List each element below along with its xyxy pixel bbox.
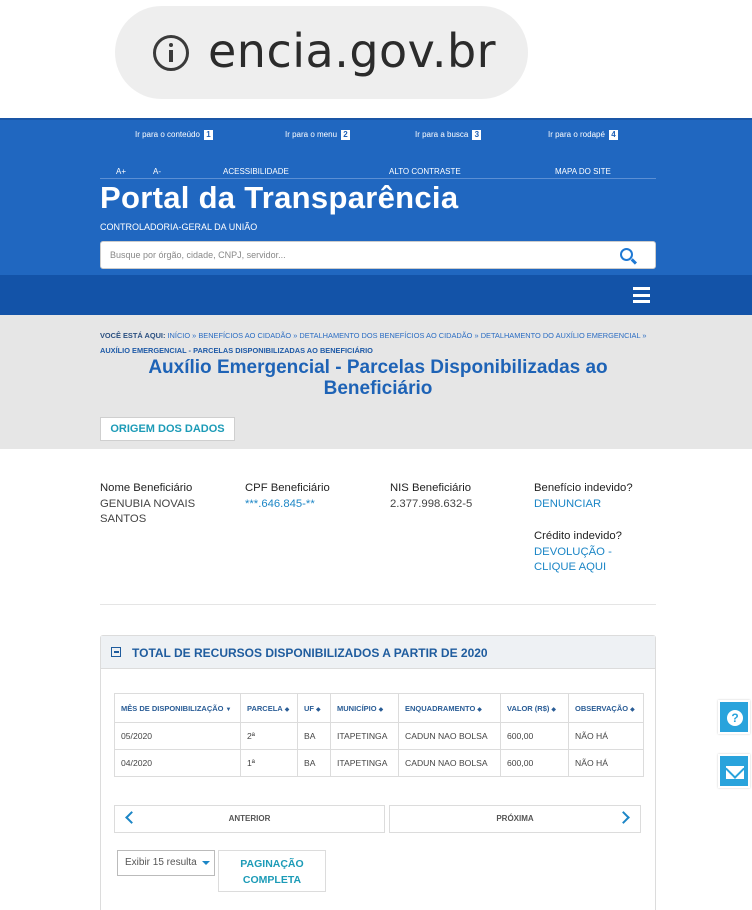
col-enquadramento[interactable]: ENQUADRAMENTO ◆ (399, 694, 501, 723)
cell-municipio: ITAPETINGA (331, 750, 399, 777)
next-page-button[interactable] (389, 805, 641, 833)
col-parcela[interactable]: PARCELA ◆ (241, 694, 298, 723)
report-section (534, 481, 654, 576)
col-uf[interactable]: UF ◆ (298, 694, 331, 723)
site-header (0, 118, 752, 275)
denunciar-link[interactable]: DENUNCIAR (534, 497, 602, 510)
parcelas-table (114, 693, 644, 777)
help-button[interactable] (718, 700, 750, 734)
font-decrease-button[interactable]: A- (153, 167, 161, 176)
skip-link-search[interactable]: Ir para a busca 3 (415, 130, 481, 140)
table-row (115, 750, 644, 777)
breadcrumb-item-detalhamento-auxilio[interactable]: DETALHAMENTO DO AUXÍLIO EMERGENCIAL (480, 331, 641, 340)
cell-parcela: 2ª (241, 723, 298, 750)
panel-title: TOTAL DE RECURSOS DISPONIBILIZADOS A PARTIR DE 2020 (132, 646, 488, 660)
site-info-icon[interactable] (153, 35, 189, 71)
cell-mes: 05/2020 (115, 723, 241, 750)
breadcrumb-separator: » (474, 331, 479, 340)
hamburger-menu-icon[interactable] (633, 287, 650, 303)
accessibility-link[interactable]: ACESSIBILIDADE (223, 167, 289, 176)
name-value: GENUBIA NOVAIS SANTOS (100, 497, 196, 525)
resources-panel (100, 635, 656, 910)
cell-uf: BA (298, 750, 331, 777)
breadcrumb-separator: » (642, 331, 647, 340)
cell-observacao: NÃO HÁ (569, 750, 644, 777)
dropdown-caret-icon (202, 861, 210, 865)
portal-subtitle: CONTROLADORIA-GERAL DA UNIÃO (100, 222, 258, 232)
page-header-band (0, 315, 752, 449)
breadcrumb-label: VOCÊ ESTÁ AQUI: (100, 331, 166, 340)
devolucao-link[interactable]: DEVOLUÇÃO - CLIQUE AQUI (534, 545, 612, 573)
previous-page-button[interactable] (114, 805, 385, 833)
sitemap-link[interactable]: MAPA DO SITE (555, 167, 611, 176)
cell-parcela: 1ª (241, 750, 298, 777)
full-pagination-button[interactable]: PAGINAÇÃO COMPLETA (218, 850, 326, 892)
cell-enquadramento: CADUN NAO BOLSA (399, 750, 501, 777)
origem-dos-dados-button[interactable]: ORIGEM DOS DADOS (100, 417, 235, 441)
breadcrumb-separator: » (293, 331, 298, 340)
col-valor[interactable]: VALOR (R$) ◆ (501, 694, 569, 723)
cpf-label: CPF Beneficiário (245, 482, 330, 494)
breadcrumb-item-inicio[interactable]: INÍCIO (167, 331, 191, 340)
header-divider (100, 178, 656, 179)
skip-link-menu[interactable]: Ir para o menu 2 (285, 130, 350, 140)
menu-bar (0, 275, 752, 315)
skip-link-content[interactable]: Ir para o conteúdo 1 (135, 130, 213, 140)
page-title: Auxílio Emergencial - Parcelas Disponibilizadas ao Beneficiário (148, 357, 608, 399)
skip-link-footer[interactable]: Ir para o rodapé 4 (548, 130, 618, 140)
collapse-icon[interactable] (111, 647, 121, 657)
col-observacao[interactable]: OBSERVAÇÃO ◆ (569, 694, 644, 723)
next-label: PRÓXIMA (496, 814, 534, 823)
cell-municipio: ITAPETINGA (331, 723, 399, 750)
high-contrast-link[interactable]: ALTO CONTRASTE (389, 167, 461, 176)
help-icon: ? (727, 710, 743, 726)
address-field[interactable] (115, 6, 528, 99)
search-icon[interactable] (620, 248, 633, 261)
section-divider (100, 604, 656, 605)
beneficiary-name (100, 481, 235, 528)
col-municipio[interactable]: MUNICÍPIO ◆ (331, 694, 399, 723)
cell-valor: 600,00 (501, 750, 569, 777)
table-header-row (115, 694, 644, 723)
url-text: encia.gov.br (208, 24, 497, 78)
cell-uf: BA (298, 723, 331, 750)
cell-observacao: NÃO HÁ (569, 723, 644, 750)
cell-mes: 04/2020 (115, 750, 241, 777)
search-input[interactable] (101, 242, 601, 268)
col-mes[interactable]: MÊS DE DISPONIBILIZAÇÃO ▼ (115, 694, 241, 723)
panel-header[interactable] (101, 636, 655, 669)
cell-enquadramento: CADUN NAO BOLSA (399, 723, 501, 750)
beneficiary-nis (390, 481, 525, 512)
mail-icon (726, 766, 744, 779)
nis-value: 2.377.998.632-5 (390, 497, 473, 510)
beneficiary-cpf (245, 481, 380, 512)
previous-label: ANTERIOR (228, 814, 271, 823)
nis-label: NIS Beneficiário (390, 482, 471, 494)
breadcrumb (100, 328, 660, 358)
name-label: Nome Beneficiário (100, 482, 193, 494)
font-increase-button[interactable]: A+ (116, 167, 127, 176)
table-row (115, 723, 644, 750)
cpf-value: ***.646.845-** (245, 497, 315, 510)
chevron-right-icon (617, 811, 630, 824)
breadcrumb-item-beneficios[interactable]: BENEFÍCIOS AO CIDADÃO (198, 331, 292, 340)
breadcrumb-item-detalhamento-beneficios[interactable]: DETALHAMENTO DOS BENEFÍCIOS AO CIDADÃO (299, 331, 473, 340)
page-size-value: Exibir 15 resulta (125, 857, 197, 868)
cell-valor: 600,00 (501, 723, 569, 750)
breadcrumb-separator: » (192, 331, 197, 340)
page-size-select[interactable] (117, 850, 215, 876)
contact-button[interactable] (718, 754, 750, 788)
improper-credit-label: Crédito indevido? (534, 530, 622, 542)
search-box (100, 241, 656, 269)
improper-benefit-label: Benefício indevido? (534, 482, 633, 494)
chevron-left-icon (125, 811, 138, 824)
browser-url-bar (0, 0, 752, 118)
portal-title[interactable]: Portal da Transparência (100, 180, 459, 215)
breadcrumb-current: AUXÍLIO EMERGENCIAL - PARCELAS DISPONIBILIZADAS AO BENEFICIÁRIO (100, 346, 373, 355)
